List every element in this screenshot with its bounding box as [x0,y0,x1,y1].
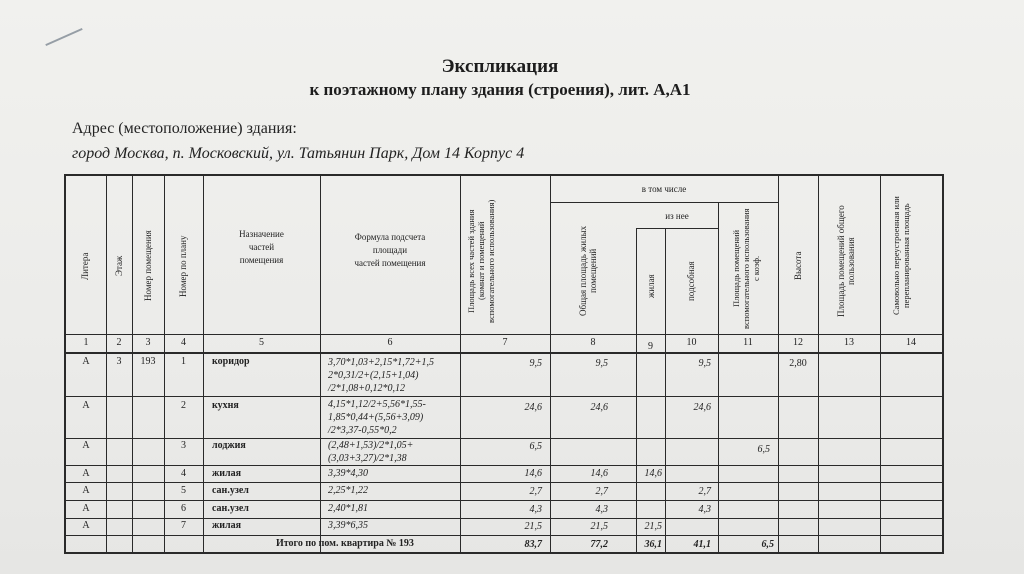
col-num: 5 [259,337,264,348]
header-litera: Литера [80,252,90,280]
cell-litera: А [82,400,90,411]
cell-total-area: 14,6 [524,468,542,479]
cell-plan: 6 [181,503,186,514]
total-auxiliary: 41,1 [693,539,711,550]
header-room-number: Номер помещения [143,230,153,302]
col-num: 9 [648,341,653,352]
cell-total-area: 9,5 [529,358,542,369]
cell-living-total: 14,6 [590,468,608,479]
header-plan-number: Номер по плану [178,235,188,297]
col-num: 1 [83,337,89,348]
cell-litera: А [82,440,90,451]
total-label: Итого по пом. квартира № 193 [276,538,414,549]
header-purpose: Назначение частей помещения [239,229,284,265]
cell-purpose: жилая [212,520,242,531]
cell-purpose: сан.узел [212,503,249,514]
cell-formula: 4,15*1,12/2+5,56*1,55- 1,85*0,44+(5,56+3,09) /2*3,37-0,55*0,2 [328,399,426,436]
explication-table [64,174,944,554]
cell-litera: А [82,503,90,514]
cell-living-total: 2,7 [595,486,608,497]
cell-formula: 3,39*6,35 [328,520,368,531]
cell-auxiliary: 9,5 [698,358,711,369]
cell-total-area: 24,6 [524,402,542,413]
header-living-total: Общая площадь жилых помещений [578,225,598,317]
document-subtitle: к поэтажному плану здания (строения), лит. А,А1 [309,80,691,99]
cell-room: 193 [140,356,156,367]
col-num: 12 [793,337,803,348]
header-common-area: Площадь помещений общего пользования [836,205,856,317]
cell-purpose: лоджия [212,440,246,451]
cell-auxiliary: 2,7 [698,486,711,497]
cell-total-area: 21,5 [524,521,542,532]
cell-auxiliary: 24,6 [693,402,711,413]
col-num: 14 [906,337,916,348]
col-num: 3 [145,337,151,348]
cell-plan: 2 [181,400,186,411]
header-auxiliary: подсобная [686,261,696,301]
cell-total-area: 6,5 [529,441,542,452]
cell-litera: А [82,356,90,367]
cell-purpose: жилая [212,468,242,479]
col-num: 13 [844,337,854,348]
header-unauthorized-area: Самовольно переустроенная или перепланированная площадь [891,196,911,316]
col-num: 11 [743,337,753,348]
col-num: 10 [686,337,697,348]
header-total-area: Площадь всех частей здания (комнат и помещений вспомогательного использования) [466,199,496,323]
cell-litera: А [82,520,90,531]
total-area: 83,7 [524,539,542,550]
cell-auxiliary: 4,3 [698,504,711,515]
cell-formula: 2,25*1,22 [328,485,368,496]
col-num: 4 [181,337,186,348]
total-aux-use: 6,5 [761,539,774,550]
cell-formula: 3,39*4,30 [328,468,368,479]
cell-living-total: 9,5 [595,358,608,369]
cell-purpose: кухня [212,400,239,411]
cell-living: 14,6 [644,468,662,479]
col-num: 7 [502,337,508,348]
cell-aux-use: 6,5 [757,444,770,455]
cell-plan: 4 [181,468,186,479]
cell-formula: (2,48+1,53)/2*1,05+ (3,03+3,27)/2*1,38 [328,440,414,464]
cell-living-total: 24,6 [590,402,608,413]
cell-litera: А [82,468,90,479]
cell-purpose: сан.узел [212,485,249,496]
address-label: Адрес (местоположение) здания: [72,120,297,137]
total-living-total: 77,2 [590,539,608,550]
header-aux-use: Площадь помещений вспомогательного использования с коэф. [731,208,761,329]
header-height: Высота [793,251,803,281]
header-including: в том числе [641,184,687,194]
address-value: город Москва, п. Московский, ул. Татьянин Парк, Дом 14 Корпус 4 [72,145,525,162]
cell-litera: А [82,485,90,496]
col-num: 2 [116,337,122,348]
cell-floor: 3 [116,356,122,367]
cell-living: 21,5 [644,521,662,532]
header-floor: Этаж [114,255,124,277]
col-num: 8 [590,337,596,348]
header-living: жилая [646,274,656,298]
cell-total-area: 2,7 [529,486,542,497]
header-of-which: из нее [665,211,689,221]
cell-plan: 3 [181,440,186,451]
cell-formula: 3,70*1,03+2,15*1,72+1,5 2*0,31/2+(2,15+1,04) /2*1,08+0,12*0,12 [328,357,434,394]
document-title: Экспликация [441,56,559,77]
cell-plan: 1 [181,356,186,367]
total-living: 36,1 [644,539,662,550]
pen-mark [45,28,82,46]
cell-formula: 2,40*1,81 [328,503,368,514]
cell-purpose: коридор [212,356,250,367]
cell-total-area: 4,3 [529,504,542,515]
col-num: 6 [387,337,393,348]
cell-living-total: 21,5 [590,521,608,532]
cell-plan: 5 [181,485,186,496]
cell-living-total: 4,3 [595,504,608,515]
header-formula: Формула подсчета площади частей помещения [354,232,426,268]
cell-plan: 7 [181,520,186,531]
cell-height: 2,80 [789,358,807,369]
